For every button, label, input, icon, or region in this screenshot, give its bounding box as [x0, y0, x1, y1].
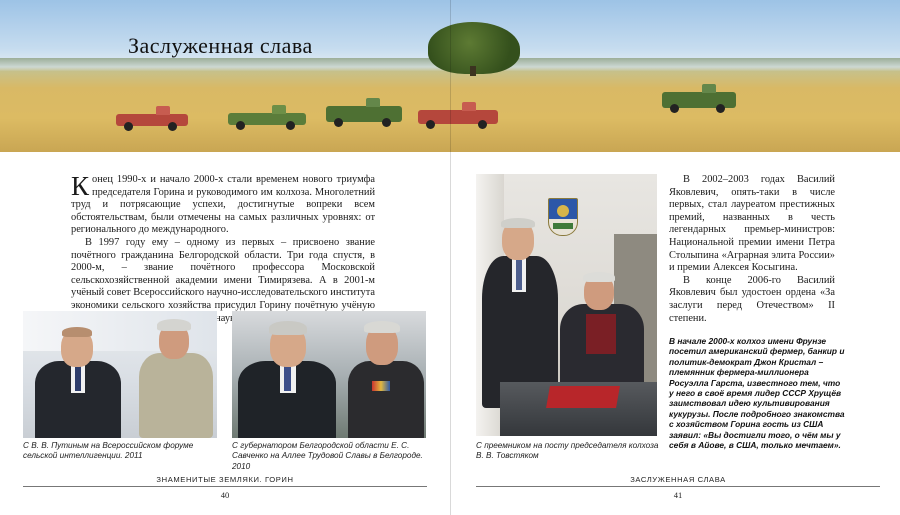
combine-harvester-4 — [418, 110, 498, 124]
right-paragraph-1: В 2002–2003 годах Василий Яковлевич, опять-таки в числе первых, стал лауреатом престижных премий, названных в честь легендарных премьер-министров: Национальной премии имени Петра Столыпина «Аграрная элита России» и премии Алексея Косыгина. — [669, 174, 835, 274]
medal-ribbon — [372, 381, 390, 391]
person-savchenko — [236, 317, 340, 438]
running-head-left: ЗНАМЕНИТЫЕ ЗЕМЛЯКИ. ГОРИН — [156, 475, 294, 484]
footer-rule-right — [476, 486, 880, 487]
page-title: Заслуженная слава — [128, 33, 313, 58]
photo-with-putin — [23, 311, 217, 438]
right-paragraph-2: В конце 2006-го Василий Яковлевич был удостоен ордена «За заслуги перед Отечеством» II степени. — [669, 274, 835, 324]
sidebar-quote: В начале 2000-х колхоз имени Фрунзе посетил американский фермер, банкир и политик-демократ Джон Кристал – племянник фермера-миллионера Росуэлла Гарста, известного тем, что у него в своё время лидер СССР Хрущёв заимствовал идею культивирования кукурузы. После подробного знакомства с хозяйством Горина гость из США заявил: «Вы достигли того, о чём мы у себя в Айове, в США, только мечтаем». — [669, 336, 845, 451]
photo-with-tovstyak — [476, 174, 657, 436]
page-number-right: 41 — [673, 490, 683, 500]
combine-harvester-1 — [116, 114, 188, 126]
red-folder — [546, 386, 620, 408]
caption-photo-2: С губернатором Белгородской области Е. С. Савченко на Аллее Трудовой Славы в Белгороде. 2010 — [232, 441, 423, 471]
person-putin — [31, 325, 131, 438]
combine-harvester-5 — [662, 92, 736, 108]
caption-photo-1: С В. В. Путиным на Всероссийском форуме сельской интеллигенции. 2011 — [23, 441, 194, 461]
caption-photo-3: С преемником на посту председателя колхоза В. В. Товстяком — [476, 441, 659, 461]
person-gorin-1 — [133, 315, 217, 438]
red-vest — [586, 314, 616, 354]
combine-harvester-3 — [326, 106, 402, 122]
left-paragraph-2: В 1997 году ему – одному из первых – присвоено звание почётного гражданина Белгородской области. Три года спустя, в 2000-м, – звание почётного профессора Московской сельскохозяйственной академии имени Тимирязева. А в 2001-м учёный совет Всероссийского научно-исследовательского института экономики сельского хозяйства присудил Горину почётную учёную наук. — [71, 236, 375, 324]
footer-rule-left — [23, 486, 427, 487]
person-gorin-2 — [342, 317, 426, 438]
person-tovstyak — [480, 218, 562, 408]
person-gorin-3 — [556, 274, 646, 394]
left-page-body — [71, 171, 375, 325]
left-paragraph-1 — [71, 171, 375, 237]
tree-trunk — [470, 66, 476, 76]
left-paragraph-1-text: онец 1990-х и начало 2000-х стали временем нового триумфа председателя Горина и руководимого им колхоза. Многолетний труд и потрясающие успехи, достигнутые вопреки всем обстоятельствам, были отмечены на самых различных уровнях: от регионального до международного. — [71, 174, 375, 236]
drop-cap: К — [71, 171, 90, 201]
page-gutter — [450, 0, 451, 515]
photo-with-savchenko — [232, 311, 426, 438]
running-head-right: ЗАСЛУЖЕННАЯ СЛАВА — [630, 475, 726, 484]
combine-harvester-2 — [228, 113, 306, 125]
right-page-body — [669, 174, 835, 325]
page-number-left: 40 — [220, 490, 230, 500]
